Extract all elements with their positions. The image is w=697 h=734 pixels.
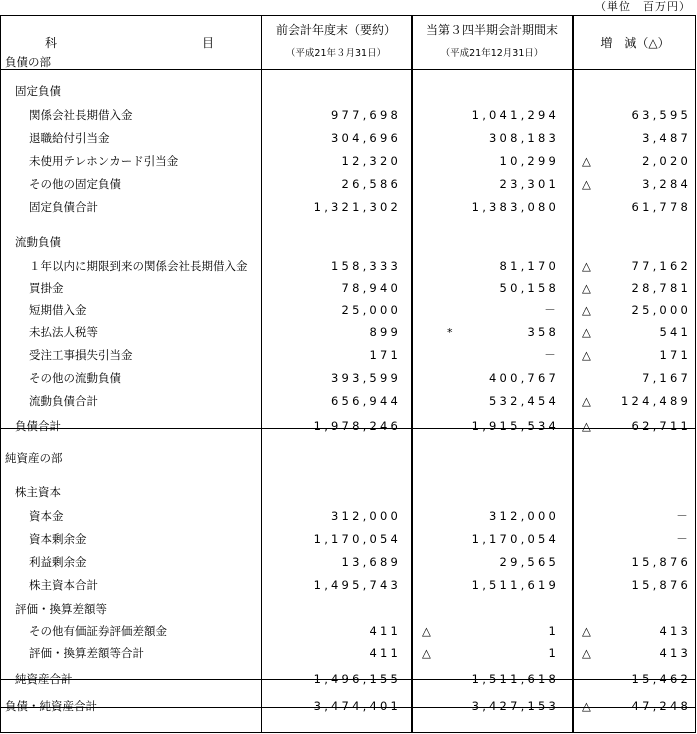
header-col0-a: 科 <box>45 36 58 50</box>
row-value-col1: 26,586 <box>341 177 401 191</box>
col-divider <box>261 16 262 732</box>
negative-mark: △ <box>422 646 431 660</box>
row-value-col3: 25,000 <box>631 303 691 317</box>
row-label: 負債・純資産合計 <box>5 699 97 713</box>
row-value-col1: 411 <box>369 624 401 638</box>
row-value-col1: 171 <box>369 348 401 362</box>
row-value-col3: 77,162 <box>631 259 691 273</box>
negative-mark: △ <box>582 419 591 433</box>
row-value-col3: 3,487 <box>642 131 691 145</box>
row-value-col1: 411 <box>369 646 401 660</box>
row-value-col2: 1,511,618 <box>471 672 559 686</box>
row-value-col2: 1,041,294 <box>471 108 559 122</box>
row-value-col3: 47,248 <box>631 699 691 713</box>
row-value-col1: 1,170,054 <box>313 532 401 546</box>
row-label: 受注工事損失引当金 <box>29 348 133 362</box>
row-label: 未使用テレホンカード引当金 <box>29 154 179 168</box>
row-value-col2: － <box>544 348 559 362</box>
row-value-col2: 358 <box>527 325 559 339</box>
balance-sheet-table <box>0 15 696 733</box>
row-value-col1: 977,698 <box>331 108 401 122</box>
row-value-col2: 3,427,153 <box>471 699 559 713</box>
row-value-col1: 393,599 <box>331 371 401 385</box>
row-value-col3: 15,462 <box>631 672 691 686</box>
row-value-col2: 1 <box>548 624 559 638</box>
row-value-col1: 3,474,401 <box>313 699 401 713</box>
negative-mark: △ <box>582 177 591 191</box>
row-label: その他有価証券評価差額金 <box>29 624 167 638</box>
row-value-col1: 1,978,246 <box>313 419 401 433</box>
row-label: 純資産の部 <box>5 451 63 465</box>
row-value-col1: 12,320 <box>341 154 401 168</box>
row-value-col3: 28,781 <box>631 281 691 295</box>
row-label: 評価・換算差額等合計 <box>29 646 144 660</box>
row-value-col3: 124,489 <box>621 394 691 408</box>
row-value-col3: － <box>676 532 691 546</box>
row-label: 純資産合計 <box>15 672 73 686</box>
row-label: 資本剰余金 <box>29 532 87 546</box>
row-label: 関係会社長期借入金 <box>29 108 133 122</box>
row-value-col3: 62,711 <box>631 419 691 433</box>
footnote-mark: * <box>447 326 453 339</box>
header-prev-year-date: （平成21年３月31日） <box>285 48 387 59</box>
header-current-period: 当第３四半期会計期間末 <box>425 23 558 37</box>
row-value-col2: 308,183 <box>489 131 559 145</box>
row-label: 評価・換算差額等 <box>15 602 107 616</box>
negative-mark: △ <box>582 394 591 408</box>
row-value-col2: 1,170,054 <box>471 532 559 546</box>
negative-mark: △ <box>582 348 591 362</box>
negative-mark: △ <box>582 154 591 168</box>
row-value-col3: 541 <box>659 325 691 339</box>
row-label: 固定負債合計 <box>29 200 98 214</box>
row-value-col1: 656,944 <box>331 394 401 408</box>
header-prev-year: 前会計年度末（要約） <box>275 23 396 37</box>
header-change: 増 減（△） <box>600 36 670 50</box>
row-label: １年以内に期限到来の関係会社長期借入金 <box>29 259 248 273</box>
row-value-col2: 312,000 <box>489 509 559 523</box>
row-value-col2: 1 <box>548 646 559 660</box>
row-value-col2: 10,299 <box>499 154 559 168</box>
row-value-col3: 413 <box>659 646 691 660</box>
negative-mark: △ <box>582 624 591 638</box>
negative-mark: △ <box>582 325 591 339</box>
negative-mark: △ <box>582 303 591 317</box>
row-label: その他の固定負債 <box>29 177 121 191</box>
row-value-col2: 29,565 <box>499 555 559 569</box>
col-divider <box>411 16 413 732</box>
row-label: 未払法人税等 <box>29 325 98 339</box>
row-label: 株主資本 <box>15 485 61 499</box>
row-value-col1: 25,000 <box>341 303 401 317</box>
row-label: 退職給付引当金 <box>29 131 110 145</box>
row-value-col1: 899 <box>369 325 401 339</box>
row-label: その他の流動負債 <box>29 371 121 385</box>
header-col0-b: 目 <box>202 36 215 50</box>
row-value-col1: 304,696 <box>331 131 401 145</box>
row-value-col1: 1,321,302 <box>313 200 401 214</box>
row-value-col2: 81,170 <box>499 259 559 273</box>
negative-mark: △ <box>582 646 591 660</box>
row-label: 負債の部 <box>5 55 51 69</box>
row-label: 流動負債合計 <box>29 394 98 408</box>
negative-mark: △ <box>582 699 591 713</box>
row-value-col3: 171 <box>659 348 691 362</box>
row-label: 利益剰余金 <box>29 555 87 569</box>
row-value-col2: 400,767 <box>489 371 559 385</box>
negative-mark: △ <box>422 624 431 638</box>
header-divider <box>1 69 695 70</box>
row-value-col1: 13,689 <box>341 555 401 569</box>
row-label: 資本金 <box>29 509 64 523</box>
row-value-col1: 78,940 <box>341 281 401 295</box>
row-value-col2: － <box>544 303 559 317</box>
row-label: 買掛金 <box>29 281 64 295</box>
negative-mark: △ <box>582 281 591 295</box>
row-value-col3: 2,020 <box>642 154 691 168</box>
row-label: 株主資本合計 <box>29 578 98 592</box>
row-value-col3: 61,778 <box>631 200 691 214</box>
row-value-col3: 15,876 <box>631 555 691 569</box>
row-value-col3: 413 <box>659 624 691 638</box>
row-value-col1: 158,333 <box>331 259 401 273</box>
negative-mark: △ <box>582 259 591 273</box>
row-value-col1: 1,496,155 <box>313 672 401 686</box>
col-divider <box>572 16 574 732</box>
header-current-period-date: （平成21年12月31日） <box>440 48 544 59</box>
row-value-col3: 7,167 <box>642 371 691 385</box>
row-value-col2: 1,511,619 <box>471 578 559 592</box>
row-label: 短期借入金 <box>29 303 87 317</box>
row-value-col3: 15,876 <box>631 578 691 592</box>
unit-note: （単位 百万円） <box>595 0 691 13</box>
row-value-col2: 532,454 <box>489 394 559 408</box>
row-value-col3: 3,284 <box>642 177 691 191</box>
row-value-col1: 312,000 <box>331 509 401 523</box>
row-value-col3: － <box>676 509 691 523</box>
row-value-col1: 1,495,743 <box>313 578 401 592</box>
row-value-col3: 63,595 <box>631 108 691 122</box>
row-label: 流動負債 <box>15 235 61 249</box>
row-label: 固定負債 <box>15 84 61 98</box>
row-value-col2: 23,301 <box>499 177 559 191</box>
row-label: 負債合計 <box>15 419 61 433</box>
row-value-col2: 1,915,534 <box>471 419 559 433</box>
row-value-col2: 1,383,080 <box>471 200 559 214</box>
row-value-col2: 50,158 <box>499 281 559 295</box>
